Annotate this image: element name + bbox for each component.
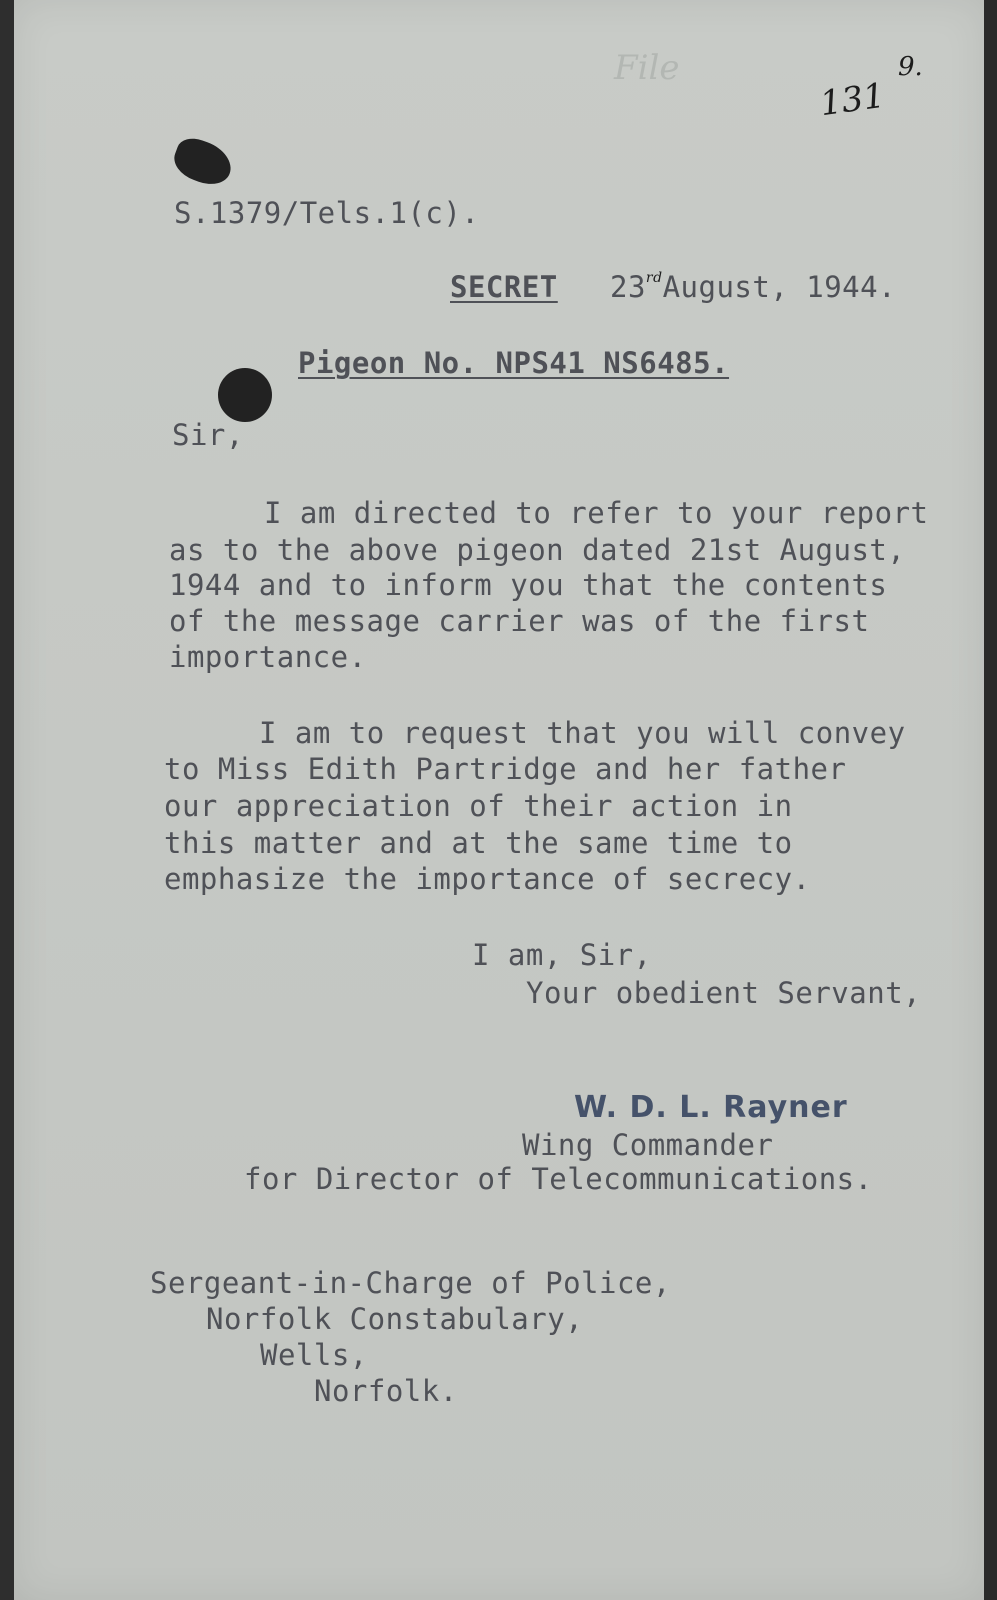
salutation: Sir, — [172, 418, 244, 452]
punch-hole-top — [169, 133, 237, 190]
folio-number: 131 — [817, 75, 888, 125]
subject-line: Pigeon No. NPS41 NS6485. — [298, 346, 730, 380]
paragraph2-line3: our appreciation of their action in — [164, 789, 793, 823]
scan-edge-right — [984, 0, 997, 1600]
paragraph1-line3: 1944 and to inform you that the contents — [169, 568, 888, 602]
punch-hole — [218, 368, 272, 422]
paragraph2-line5: emphasize the importance of secrecy. — [164, 862, 811, 896]
closing-line2: Your obedient Servant, — [526, 976, 922, 1010]
date-day-suffix: rd — [645, 270, 663, 287]
closing-line1: I am, Sir, — [472, 938, 652, 972]
paragraph1-line4: of the message carrier was of the first — [169, 604, 870, 638]
reference-number: S.1379/Tels.1(c). — [174, 196, 480, 230]
date-rest: August, 1944. — [662, 270, 897, 304]
letter-page — [14, 0, 984, 1600]
addressee-line4: Norfolk. — [314, 1374, 458, 1408]
paragraph2-line2: to Miss Edith Partridge and her father — [164, 752, 847, 786]
signatory-rank: Wing Commander — [522, 1128, 774, 1162]
paragraph1-line5: importance. — [169, 640, 367, 674]
folio-suffix: 9. — [898, 52, 923, 82]
date-day: 23 — [610, 270, 646, 304]
signatory-on-behalf: for Director of Telecommunications. — [244, 1162, 873, 1196]
addressee-line3: Wells, — [260, 1338, 368, 1372]
signature-stamp: W. D. L. Rayner — [574, 1090, 848, 1125]
paragraph1-line2: as to the above pigeon dated 21st August, — [169, 533, 906, 567]
paragraph2-line1: I am to request that you will convey — [259, 716, 906, 750]
classification-mark: SECRET — [450, 270, 558, 304]
addressee-line2: Norfolk Constabulary, — [206, 1302, 584, 1336]
paragraph1-line1: I am directed to refer to your report — [264, 496, 929, 530]
addressee-line1: Sergeant-in-Charge of Police, — [150, 1266, 671, 1300]
scan-edge-left — [0, 0, 14, 1600]
paragraph2-line4: this matter and at the same time to — [164, 826, 793, 860]
date-line — [610, 270, 896, 304]
file-note: File — [614, 48, 680, 88]
